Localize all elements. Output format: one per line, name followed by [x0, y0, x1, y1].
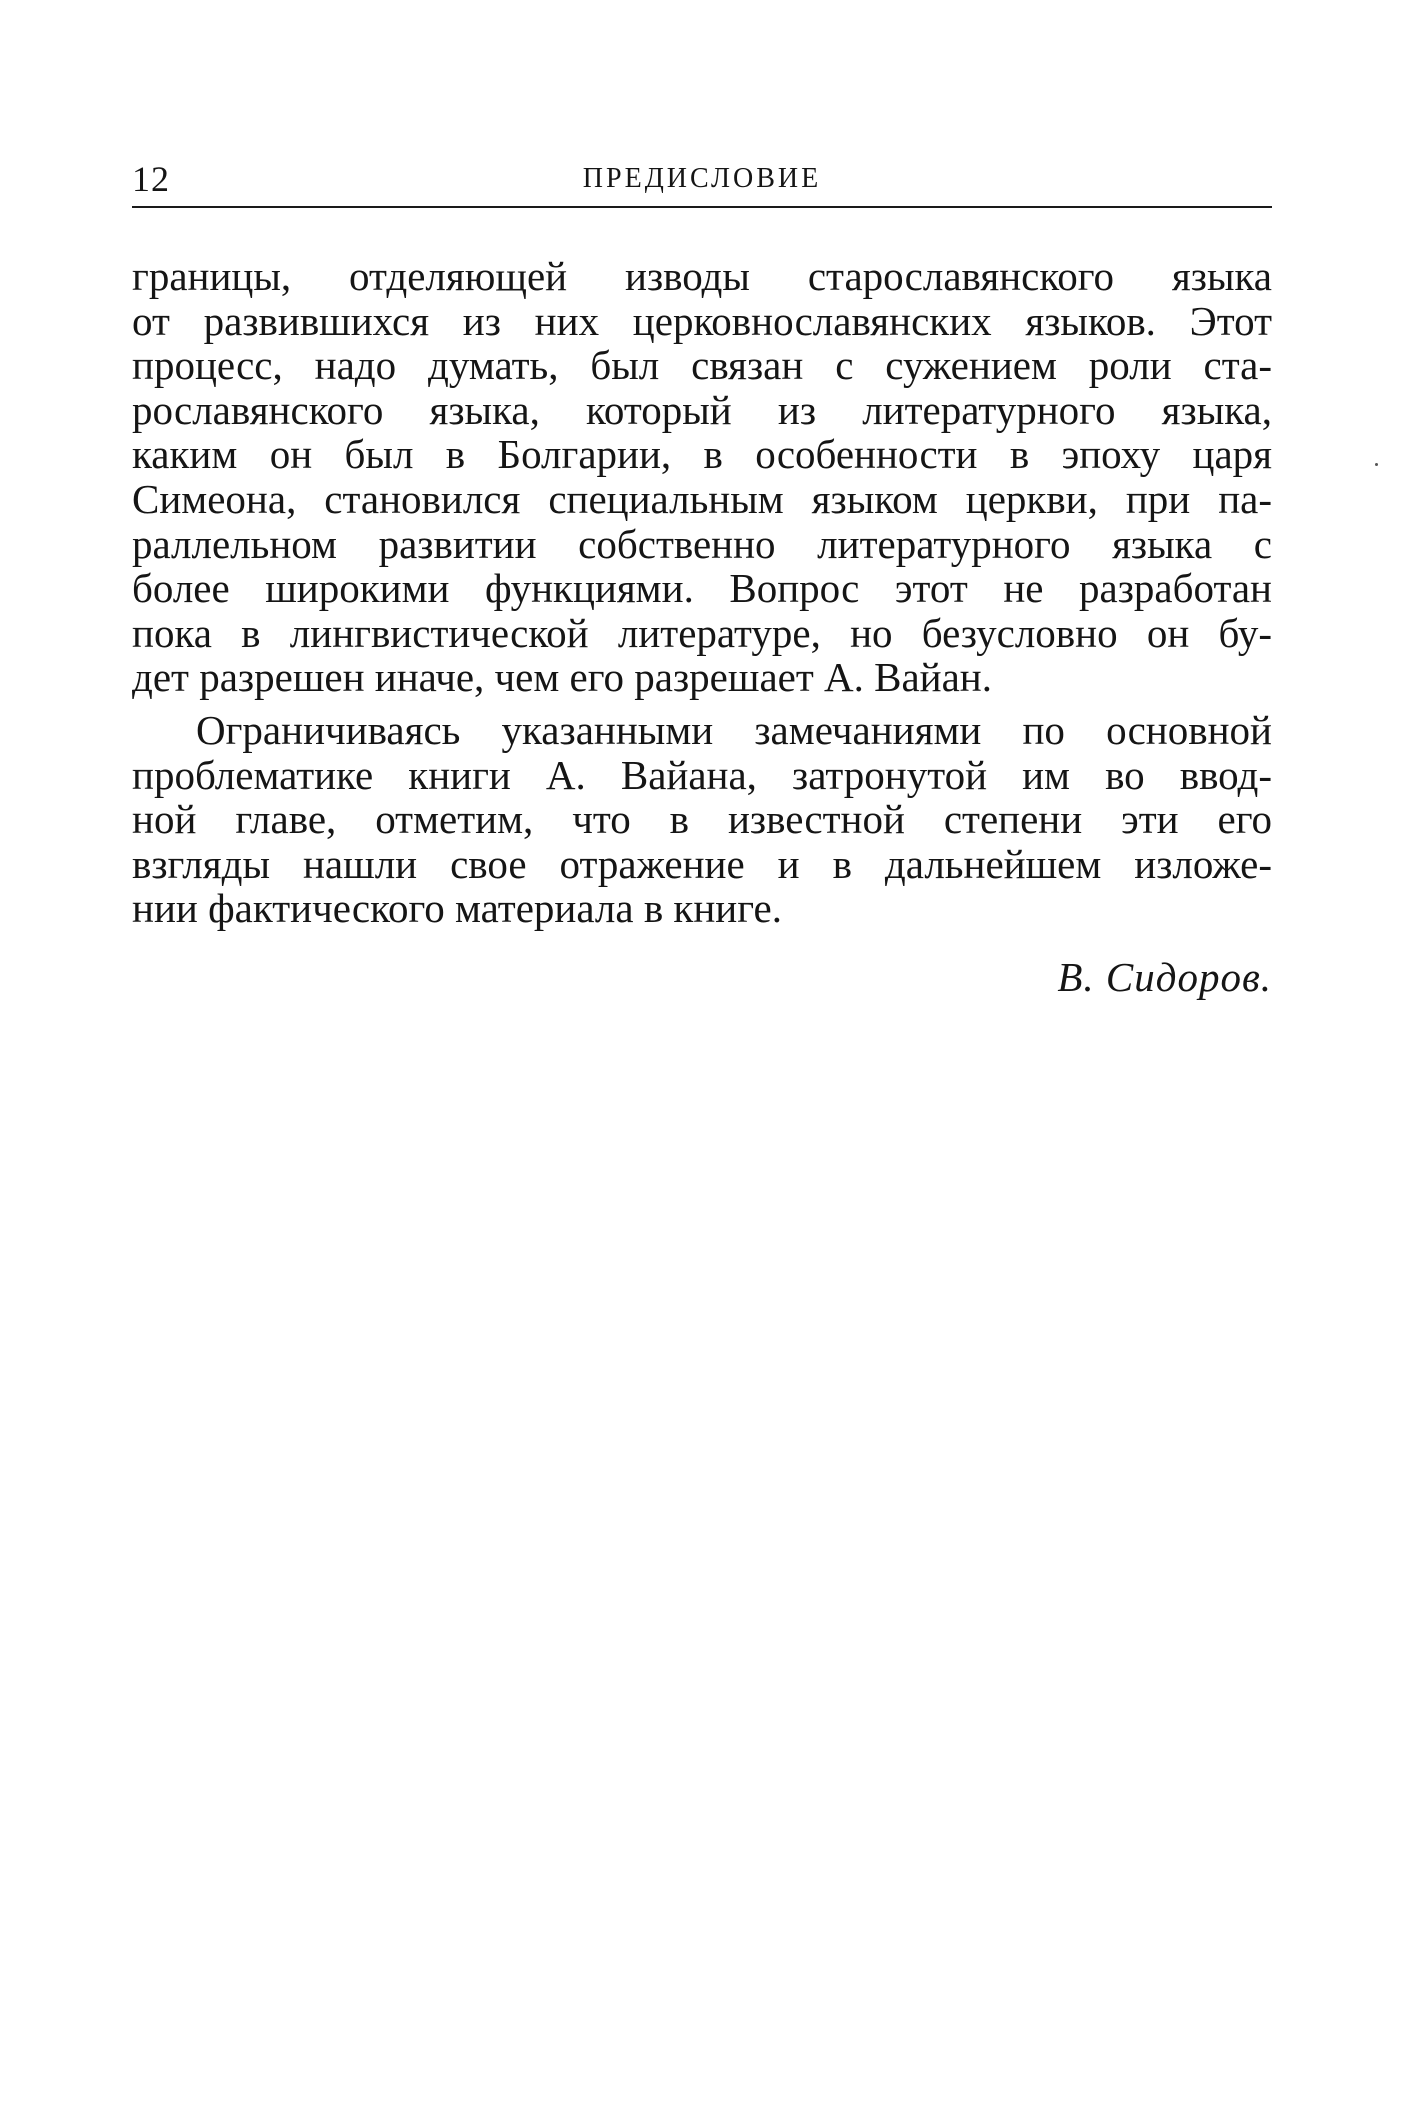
text-line: проблематике книги А. Вайана, затронутой им во ввод- — [132, 751, 1272, 798]
text-line: от развившихся из них церковнославянских языков. Этот — [132, 297, 1272, 344]
text-line: границы, отделяющей изводы старославянского языка — [132, 253, 1272, 299]
paragraph-1 — [132, 254, 1272, 700]
text-line: пока в лингвистической литературе, но безусловно он бу- — [132, 609, 1272, 656]
author-signature: В. Сидоров. — [1057, 954, 1272, 1000]
text-line: взгляды нашли свое отражение и в дальнейшем изложе- — [132, 840, 1272, 887]
page-header — [132, 158, 1272, 208]
page-number: 12 — [132, 159, 170, 199]
text-line: ной главе, отметим, что в известной степени эти его — [132, 796, 1272, 843]
paragraph-2 — [132, 708, 1272, 931]
body-text — [132, 254, 1272, 931]
text-line: процесс, надо думать, был связан с сужением роли ста- — [132, 342, 1272, 389]
text-line: каким он был в Болгарии, в особенности в эпоху царя — [132, 431, 1272, 478]
text-line: дет разрешен иначе, чем его разрешает А. Вайан. — [132, 654, 992, 701]
running-title: ПРЕДИСЛОВИЕ — [582, 163, 822, 194]
text-line: Ограничиваясь указанными замечаниями по основной — [196, 706, 1272, 753]
text-line: более широкими функциями. Вопрос этот не разработан — [132, 565, 1272, 612]
text-line: рославянского языка, который из литературного языка, — [132, 386, 1272, 433]
text-line: раллельном развитии собственно литературного языка с — [132, 520, 1272, 567]
scan-speck — [1375, 463, 1378, 466]
text-line: Симеона, становился специальным языком церкви, при па- — [132, 475, 1272, 522]
text-line: нии фактического материала в книге. — [132, 885, 782, 932]
header-rule — [132, 206, 1272, 208]
